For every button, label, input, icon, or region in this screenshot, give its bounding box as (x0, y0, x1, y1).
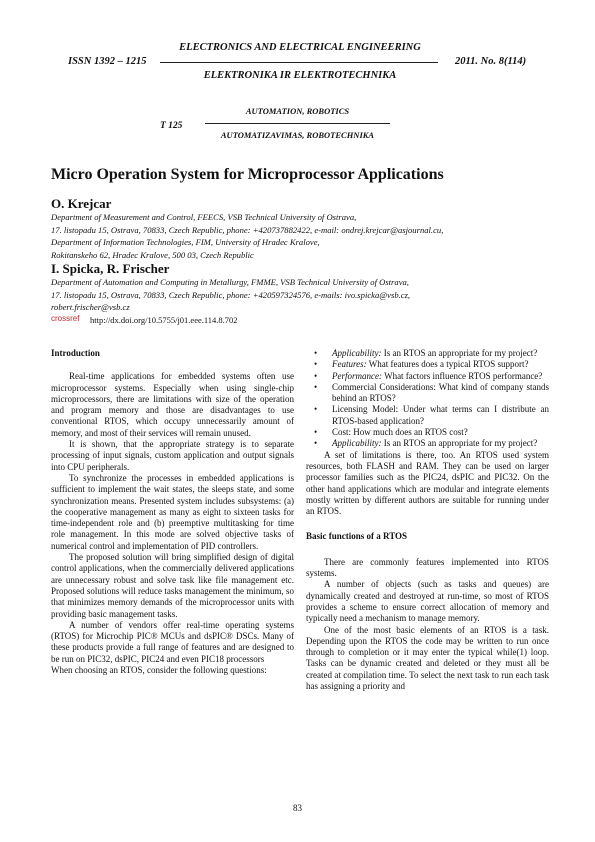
affiliation-line: Department of Automation and Computing in Metallurgy, FMME, VSB Technical University of Ostrava, (51, 277, 409, 287)
section-heading-introduction: Introduction (51, 348, 100, 358)
list-item: • Applicability: Is an RTOS an appropriate for my project? (314, 348, 538, 358)
paragraph: It is shown, that the appropriate strategy is to separate processing of input signals, custom application and output signals into CPU peripherals. (51, 439, 294, 472)
paper-title: Micro Operation System for Microprocessor Applications (51, 166, 444, 183)
affiliation-line: 17. listopadu 15, Ostrava, 70833, Czech Republic, phone: +420737882422, e-mail: ondrej.krejcar@asjournal.cu, (51, 224, 444, 235)
crossref-logo: crossref (51, 314, 80, 323)
affiliation-line: 17. listopadu 15, Ostrava, 70833, Czech Republic, phone: +420597324576, e-mails: ivo.spicka@vsb.cz, (51, 289, 411, 300)
paragraph: Real-time applications for embedded systems often use microprocessor systems. Especially when using single-chip microprocessors, there are limitations with size of the operation and program memory and those are disadvantages to use conventional RTOS, which occupy unnecessarily amount of memory, and most of their services will remain unused. (51, 371, 294, 438)
category-code: T 125 (160, 121, 183, 131)
left-column (51, 348, 294, 676)
author-affiliation-1 (51, 211, 551, 261)
paragraph: A set of limitations is there, too. An RTOS used system resources, both FLASH and RAM. They can be used on larger processor families such as the PIC24, dsPIC and PIC32. On the other hand applications which are modular and integrate elements mostly written by different authors are suitable for running under an RTOS. (306, 449, 549, 517)
paragraph: One of the most basic elements of an RTOS is a task. Depending upon the RTOS the code may be written to run once through to completion or it may enter the typical while(1) loop. Tasks can be dynamic created and deleted or they must all be created at compilation time. To select the next task to run each task has assigning a priority and (306, 624, 549, 692)
category-en: AUTOMATION, ROBOTICS (245, 106, 350, 116)
question-list (306, 348, 549, 450)
paragraph: When choosing an RTOS, consider the following questions: (51, 665, 267, 676)
list-item: • Commercial Considerations: What kind of company stands behind an RTOS? (314, 381, 549, 404)
issue-number: 2011. No. 8(114) (455, 56, 527, 67)
author-affiliation-2 (51, 276, 551, 314)
list-item: • Performance: What factors influence RTOS performance? (314, 370, 543, 381)
issn: ISSN 1392 – 1215 (68, 56, 147, 67)
affiliation-line: Rokitanskeho 62, Hradec Kralove, 500 03, Czech Republic (51, 249, 254, 260)
affiliation-line: robert.frischer@vsb.cz (51, 302, 130, 313)
paragraph: To synchronize the processes in embedded applications is sufficient to implement the wait states, the sleeps state, and some synchronization means. Presented system includes subsystems: (a) the cooperative management as many as eight to sixteen tasks for time-independent role and (b) preemptive multitasking for time role management. In this mode are solved objective tasks of numerical control and implementation of PID controllers. (51, 472, 294, 551)
paragraph: A number of vendors offer real-time operating systems (RTOS) for Microchip PIC® MCUs and dsPIC® DSCs. Many of these products provide a full range of features and are designed to be run on PIC32, dsPIC, PIC24 and even PIC18 processors (51, 619, 294, 664)
category-lt: AUTOMATIZAVIMAS, ROBOTECHNIKA (220, 130, 375, 140)
paragraph: There are commonly features implemented into RTOS systems. (306, 556, 549, 579)
list-item: • Licensing Model: Under what terms can I distribute an RTOS-based application? (314, 404, 549, 426)
author-names-2: I. Spicka, R. Frischer (51, 261, 170, 276)
affiliation-line: Department of Measurement and Control, FEECS, VSB Technical University of Ostrava, (51, 212, 357, 222)
author-names-1: O. Krejcar (51, 196, 112, 211)
right-column (306, 348, 549, 692)
header-rule (160, 62, 438, 63)
paragraph: The proposed solution will bring simplified design of digital control applications, when the commercially delivered applications are unnecessary robust and solve task like file management etc. Proposed solutions will reduce tasks management the minimum, so that minimizes memory demands of the microprocessor units with providing basic management tasks. (51, 552, 294, 619)
paragraph: A number of objects (such as tasks and queues) are dynamically created and destroyed at run-time, so most of RTOS provides a scheme to ensure correct allocation of memory and typically need a mechanism to manage memory. (306, 579, 549, 624)
list-item: • Applicability: Is an RTOS an appropriate for my project? (314, 438, 538, 449)
list-item: • Cost: How much does an RTOS cost? (314, 427, 468, 438)
page-number: 83 (293, 803, 302, 813)
list-item: • Features: What features does a typical RTOS support? (314, 359, 529, 370)
category-rule (205, 123, 390, 124)
journal-title-lt: ELEKTRONIKA IR ELEKTROTECHNIKA (203, 70, 397, 81)
doi-link[interactable]: http://dx.doi.org/10.5755/j01.eee.114.8.702 (90, 315, 238, 325)
affiliation-line: Department of Information Technologies, FIM, University of Hradec Kralove, (51, 237, 320, 248)
section-heading-basic-functions: Basic functions of a RTOS (306, 531, 408, 542)
journal-title-en: ELECTRONICS AND ELECTRICAL ENGINEERING (179, 42, 421, 53)
